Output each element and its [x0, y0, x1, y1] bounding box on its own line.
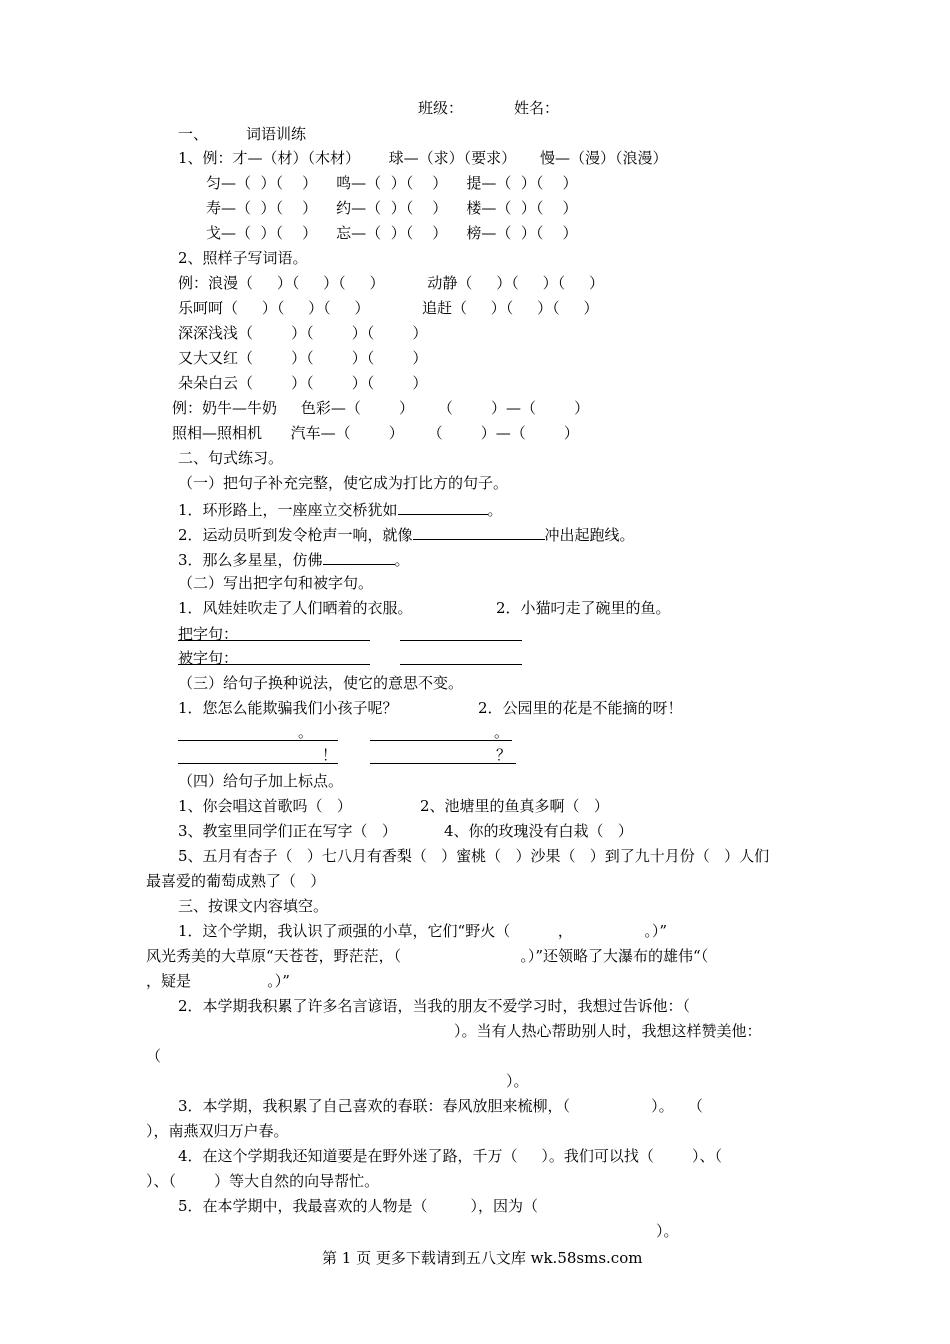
q1-intro: 1、例：才—（材）（木材） 球—（求）（要求） 慢—（漫）（浪漫） [178, 149, 668, 167]
part2-sentence-1: 1．风娃娃吹走了人们晒着的衣服。 [178, 599, 413, 617]
part1-s2-end: 冲出起跑线。 [544, 526, 635, 544]
part1-s1-end: 。 [487, 501, 503, 519]
section1-number: 一、 [178, 125, 209, 143]
part3-answer-line-2[interactable] [370, 740, 512, 741]
part1-title: （一）把句子补充完整，使它成为打比方的句子。 [178, 474, 509, 492]
ba-answer-line-2[interactable] [400, 640, 522, 641]
part1-s2-text: 2．运动员听到发令枪声一响，就像 [178, 526, 413, 544]
part1-s3-end: 。 [394, 551, 410, 569]
part3-punct-1: 。 [298, 723, 314, 741]
part3-title: （三）给句子换种说法，使它的意思不变。 [178, 674, 464, 692]
s3-q3-line-1: 3．本学期，我积累了自己喜欢的春联：春风放胆来梳柳，（ ）。 （ [178, 1097, 703, 1115]
part4-sentence-1: 1、你会唱这首歌吗（ ） [178, 797, 352, 815]
section1-title: 词语训练 [246, 125, 307, 143]
s3-q1-line-3: ，疑是 。）” [146, 972, 290, 990]
q1-row-1: 匀—（ ）（ ） 鸣—（ ）（ ） 提—（ ）（ ） [206, 174, 578, 192]
ba-label: 把字句： [178, 625, 239, 643]
part2-sentence-2: 2．小猫叼走了碗里的鱼。 [496, 599, 671, 617]
q2-row-5: 朵朵白云（ ）（ ）（ ） [178, 374, 428, 392]
part4-sentence-5-line-1: 5、五月有杏子（ ）七八月有香梨（ ）蜜桃（ ）沙果（ ）到了九十月份（ ）人们 [178, 847, 770, 865]
q2-title: 2、照样子写词语。 [178, 249, 308, 267]
s3-q1-line-2: 风光秀美的大草原“天苍苍，野茫茫，（ 。）”还领略了大瀑布的雄伟“（ [146, 947, 709, 965]
part4-sentence-2: 2、池塘里的鱼真多啊（ ） [420, 797, 609, 815]
q1-row-2: 寿—（ ）（ ） 约—（ ）（ ） 楼—（ ）（ ） [206, 199, 578, 217]
part4-sentence-5-line-2: 最喜爱的葡萄成熟了（ ） [146, 872, 326, 890]
s3-q2-line-4: ）。 [506, 1072, 529, 1090]
section3-title: 三、按课文内容填空。 [178, 897, 329, 915]
s3-q5-line-1: 5．在本学期中，我最喜欢的人物是（ ），因为（ [178, 1197, 538, 1215]
part3-punct-3: ！ [322, 746, 338, 764]
part3-sentence-1: 1．您怎么能欺骗我们小孩子呢？ [178, 699, 398, 717]
part2-title: （二）写出把字句和被字句。 [178, 574, 374, 592]
page-footer: 第 1 页 更多下载请到五八文库 wk.58sms.com [322, 1249, 643, 1267]
q2-row-1: 例：浪漫（ ）（ ）（ ） 动静（ ）（ ）（ ） [178, 274, 604, 292]
part3-punct-4: ？ [496, 746, 512, 764]
part4-sentence-4: 4、你的玫瑰没有白栽（ ） [444, 822, 633, 840]
part1-s1-text: 1．环形路上，一座座立交桥犹如 [178, 501, 398, 519]
part3-sentence-2: 2．公园里的花是不能摘的呀！ [478, 699, 683, 717]
class-label: 班级： [418, 99, 464, 117]
part3-answer-line-1[interactable] [178, 740, 338, 741]
s3-q2-line-3: （ [146, 1047, 162, 1065]
q2-row-4: 又大又红（ ）（ ）（ ） [178, 349, 428, 367]
part3-answer-line-3[interactable] [178, 763, 338, 764]
part4-sentence-3: 3、教室里同学们正在写字（ ） [178, 822, 397, 840]
s3-q2-line-1: 2．本学期我积累了许多名言谚语，当我的朋友不爱学习时，我想过告诉他：（ [178, 997, 691, 1015]
part1-s3-blank[interactable] [323, 548, 395, 565]
part1-sentence-3 [178, 548, 410, 570]
q2-row-2: 乐呵呵（ ）（ ）（ ） 追赶（ ）（ ）（ ） [178, 299, 599, 317]
section2-title: 二、句式练习。 [178, 449, 284, 467]
part1-sentence-2 [178, 523, 635, 545]
s3-q1-line-1: 1．这个学期，我认识了顽强的小草，它们“野火（ ， 。）” [178, 922, 668, 940]
q2-example-2-row: 照相—照相机 汽车—（ ） （ ）—（ ） [172, 424, 579, 442]
bei-answer-line-2[interactable] [400, 664, 522, 665]
s3-q4-line-2: ）、（ ）等大自然的向导帮忙。 [146, 1172, 380, 1190]
s3-q3-line-2: ），南燕双归万户春。 [146, 1122, 289, 1140]
part3-answer-line-4[interactable] [370, 763, 516, 764]
bei-answer-line-1[interactable] [238, 664, 370, 665]
q2-example-2: 例：奶牛—牛奶 色彩—（ ） （ ）—（ ） [172, 399, 590, 417]
s3-q2-line-2: ）。当有人热心帮助别人时，我想这样赞美他： [454, 1022, 762, 1040]
s3-q4-line-1: 4．在这个学期我还知道要是在野外迷了路，千万（ ）。我们可以找（ ）、（ [178, 1147, 723, 1165]
q1-row-3: 戈—（ ）（ ） 忘—（ ）（ ） 榜—（ ）（ ） [206, 224, 578, 242]
part1-s2-blank[interactable] [413, 523, 545, 540]
ba-answer-line-1[interactable] [238, 640, 370, 641]
part4-title: （四）给句子加上标点。 [178, 772, 344, 790]
part1-s1-blank[interactable] [398, 498, 488, 515]
part1-sentence-1 [178, 498, 503, 520]
part1-s3-text: 3．那么多星星，仿佛 [178, 551, 323, 569]
name-label: 姓名： [514, 99, 560, 117]
s3-q5-line-2: ）。 [656, 1222, 679, 1240]
part3-punct-2: 。 [494, 723, 510, 741]
bei-label: 被字句： [178, 649, 239, 667]
q2-row-3: 深深浅浅（ ）（ ）（ ） [178, 324, 428, 342]
